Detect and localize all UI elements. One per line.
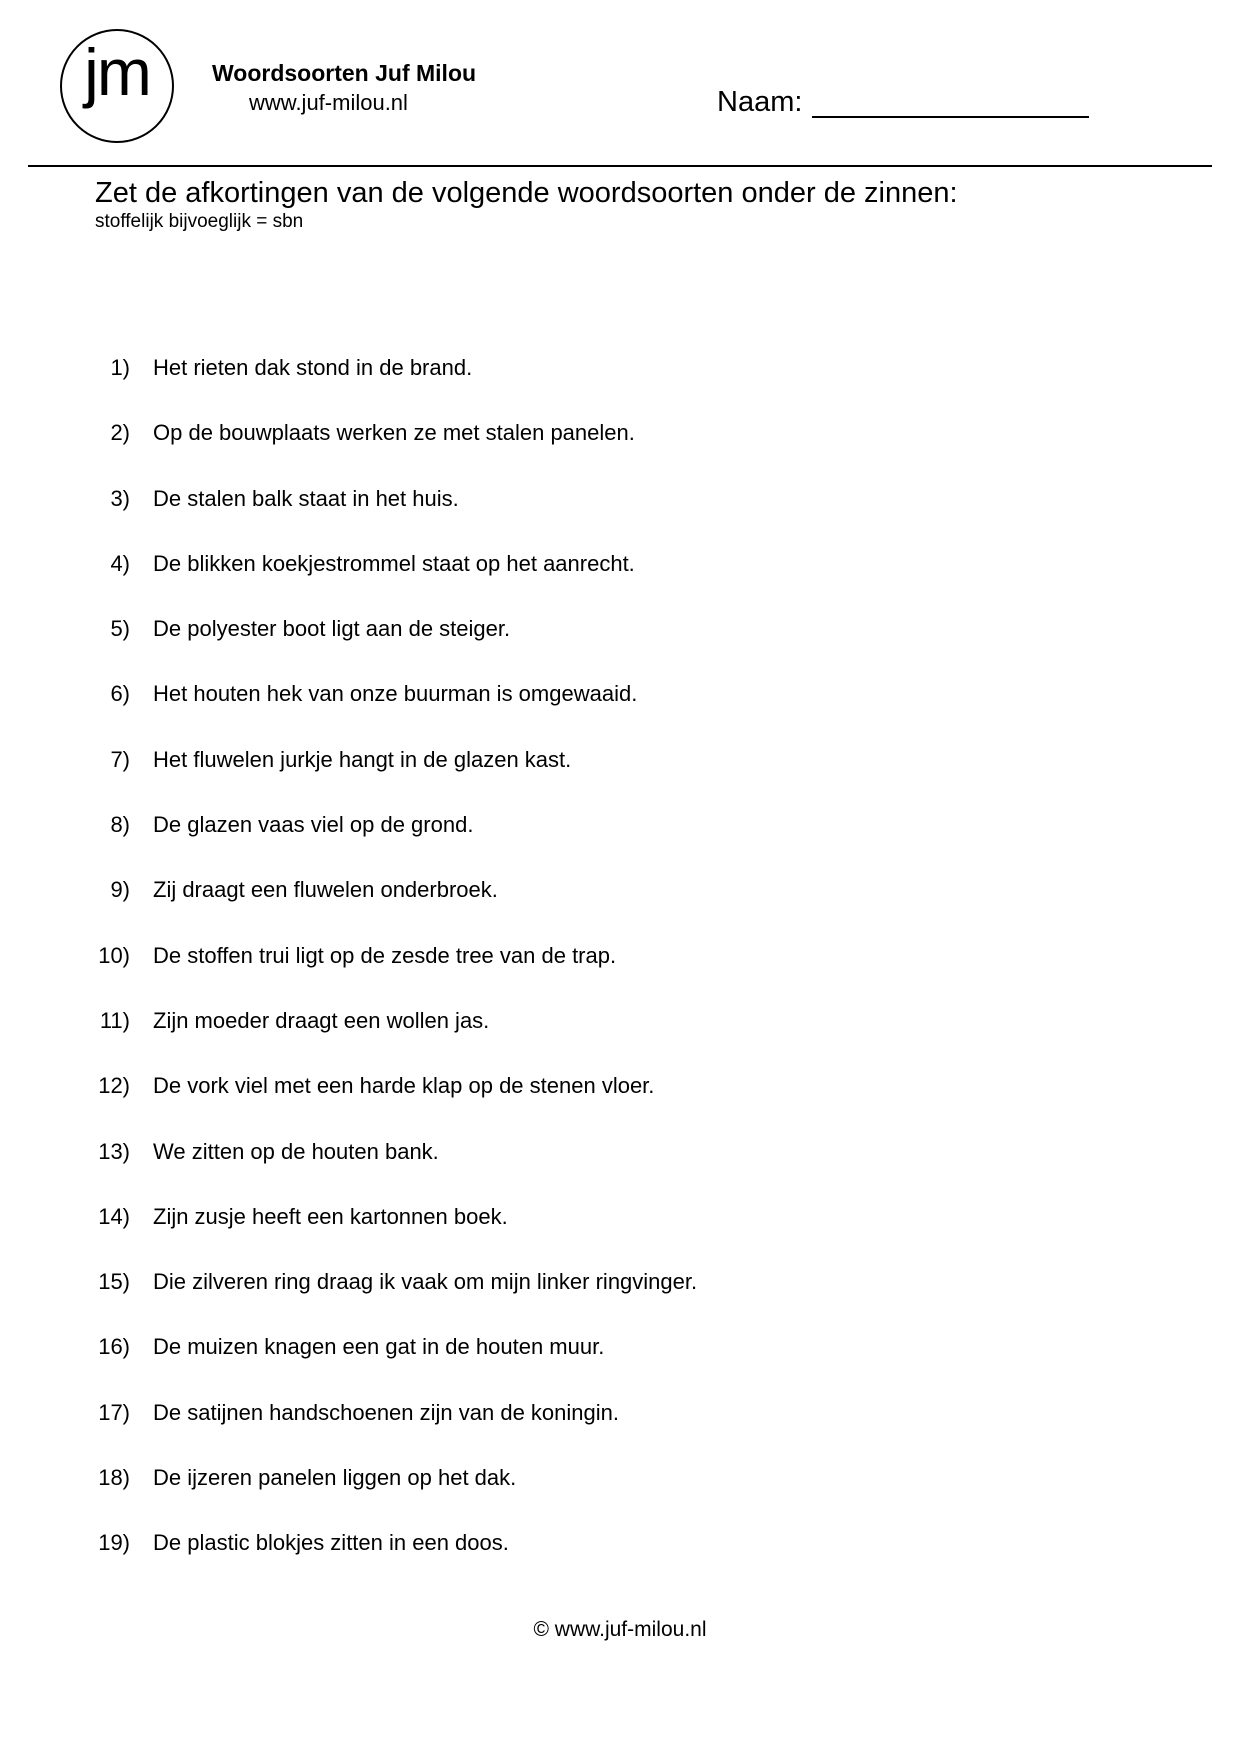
sentence-text: De glazen vaas viel op de grond.	[153, 812, 474, 838]
sentence-number: 16)	[98, 1334, 130, 1360]
sentence-number: 10)	[98, 942, 130, 968]
sentence-item	[0, 420, 1240, 485]
sentence-text: Het houten hek van onze buurman is omgewaaid.	[153, 681, 638, 707]
sentence-number: 5)	[110, 616, 130, 642]
sentence-number: 2)	[110, 420, 130, 446]
sentence-item	[0, 1530, 1240, 1595]
sentence-number: 6)	[110, 681, 130, 707]
sentence-text: We zitten op de houten bank.	[153, 1138, 439, 1164]
sentence-item	[0, 1465, 1240, 1530]
sentence-text: Het fluwelen jurkje hangt in de glazen kast.	[153, 746, 572, 772]
sentence-item	[0, 1204, 1240, 1269]
sentence-number: 13)	[98, 1138, 130, 1164]
name-label: Naam:	[717, 86, 803, 118]
sentence-text: De muizen knagen een gat in de houten muur.	[153, 1334, 605, 1360]
logo	[60, 29, 174, 143]
sentence-item	[0, 943, 1240, 1008]
sentence-number: 11)	[99, 1007, 130, 1033]
sentence-number: 3)	[110, 485, 130, 511]
sentence-number: 15)	[98, 1269, 130, 1295]
sentence-item	[0, 747, 1240, 812]
sentence-item	[0, 486, 1240, 551]
sentence-number: 19)	[98, 1530, 130, 1556]
sentence-number: 18)	[98, 1465, 130, 1491]
sentence-text: De plastic blokjes zitten in een doos.	[153, 1530, 509, 1556]
sentence-item	[0, 1139, 1240, 1204]
brand-title: Woordsoorten Juf Milou	[212, 60, 477, 86]
sentence-item	[0, 355, 1240, 420]
header-divider	[28, 165, 1212, 167]
sentence-item	[0, 1008, 1240, 1073]
sentence-number: 7)	[110, 746, 130, 772]
sentence-number: 12)	[98, 1073, 130, 1099]
sentence-text: Zijn zusje heeft een kartonnen boek.	[153, 1203, 508, 1229]
sentence-number: 9)	[110, 877, 130, 903]
instruction-text: Zet de afkortingen van de volgende woordsoorten onder de zinnen:	[95, 177, 958, 209]
sentence-text: De vork viel met een harde klap op de stenen vloer.	[153, 1073, 655, 1099]
sentence-text: Die zilveren ring draag ik vaak om mijn linker ringvinger.	[153, 1269, 698, 1295]
sentence-item	[0, 681, 1240, 746]
sentence-text: Het rieten dak stond in de brand.	[153, 355, 473, 380]
sentence-number: 1)	[110, 355, 130, 380]
sentence-item	[0, 1400, 1240, 1465]
sentence-text: De polyester boot ligt aan de steiger.	[153, 616, 511, 642]
sentence-item	[0, 1269, 1240, 1334]
brand-url: www.juf-milou.nl	[249, 90, 408, 115]
definition-text: stoffelijk bijvoeglijk = sbn	[95, 211, 304, 232]
footer-copyright: © www.juf-milou.nl	[533, 1618, 707, 1641]
sentence-text: De ijzeren panelen liggen op het dak.	[153, 1465, 517, 1491]
sentence-item	[0, 812, 1240, 877]
sentence-item	[0, 877, 1240, 942]
sentence-item	[0, 616, 1240, 681]
sentence-item	[0, 1334, 1240, 1399]
sentence-text: De stoffen trui ligt op de zesde tree van de trap.	[153, 942, 617, 968]
sentence-text: De blikken koekjestrommel staat op het aanrecht.	[153, 550, 635, 576]
logo-text: jm	[84, 35, 150, 109]
sentence-text: De stalen balk staat in het huis.	[153, 485, 459, 511]
name-answer-line[interactable]	[812, 116, 1089, 118]
sentence-number: 17)	[98, 1399, 130, 1425]
sentence-number: 14)	[98, 1203, 130, 1229]
sentence-list	[0, 355, 1240, 1596]
sentence-item	[0, 551, 1240, 616]
sentence-number: 8)	[110, 812, 130, 838]
sentence-number: 4)	[110, 550, 130, 576]
sentence-text: Op de bouwplaats werken ze met stalen panelen.	[153, 420, 635, 446]
sentence-text: Zij draagt een fluwelen onderbroek.	[153, 877, 498, 903]
sentence-text: De satijnen handschoenen zijn van de koningin.	[153, 1399, 619, 1425]
sentence-text: Zijn moeder draagt een wollen jas.	[153, 1007, 490, 1033]
sentence-item	[0, 1073, 1240, 1138]
